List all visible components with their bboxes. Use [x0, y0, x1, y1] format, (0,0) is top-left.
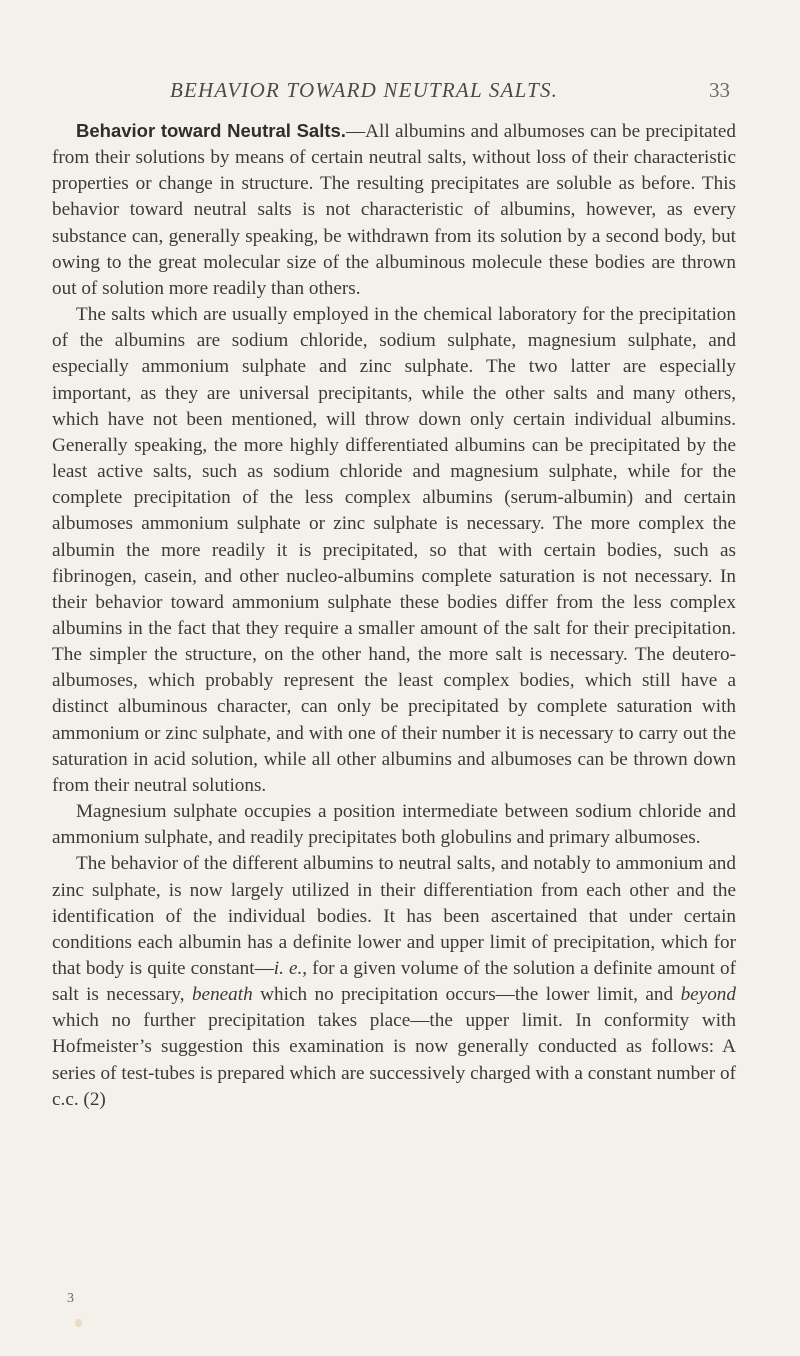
paper-stain — [75, 1319, 82, 1327]
paragraph-4 — [52, 851, 736, 1113]
paragraph-1 — [52, 118, 736, 302]
paragraph-4-mid2: which no precipitation occurs—the lower limit, and — [252, 984, 681, 1006]
paragraph-1-text: —All albumins and albumoses can be precipitated from their solutions by means of certain neutral salts, without loss of their characteristic properties or change in structure. The resulting precipitates are soluble as before. This behavior toward neutral salts is not characteristic of albumins, however, as every substance can, generally speaking, be withdrawn from its solution by a second body, but owing to the great molecular size of the albuminous molecule these bodies are thrown out of solution more readily than others. — [52, 121, 736, 299]
paragraph-3: Magnesium sulphate occupies a position intermediate between sodium chloride and ammonium sulphate, and readily precipitates both globulins and primary albumoses. — [52, 801, 736, 849]
signature-mark: 3 — [67, 1291, 74, 1306]
ie-abbrev: i. e. — [273, 958, 303, 979]
section-heading: Behavior toward Neutral Salts. — [76, 120, 346, 141]
paragraph-2: The salts which are usually employed in the chemical laboratory for the precipitation of the albumins are sodium chloride, sodium sulphate, magnesium sulphate, and especially ammonium sulphate and zinc sulphate. The two latter are especially important, as they are universal precipitants, while the other salts and many others, which have not been mentioned, will throw down only certain individual albumins. Generally speaking, the more highly differentiated albumins can be precipitated by the least active salts, such as sodium chloride and magnesium sulphate, while for the complete precipitation of the less complex albumins (serum-albumin) and certain albumoses ammonium sulphate or zinc sulphate is necessary. The more complex the albumin the more readily it is precipitated, so that with certain bodies, such as fibrinogen, casein, and other nucleo-albumins complete saturation is not necessary. In their behavior toward ammonium sulphate these bodies differ from the less complex albumins in the fact that they require a smaller amount of the salt for their precipitation. The simpler the structure, on the other hand, the more salt is necessary. The deutero-albumoses, which probably represent the least complex bodies, which still have a distinct albuminous character, can only be precipitated by complete saturation with ammonium or zinc sulphate, and with one of their number it is necessary to carry out the saturation in acid solution, while all other albumins and albumoses can be thrown down from their neutral solutions. — [52, 304, 736, 796]
running-title: BEHAVIOR TOWARD NEUTRAL SALTS. — [170, 78, 559, 102]
paragraph-4-start: The behavior of the different albumins to neutral salts, and notably to ammonium and zinc sulphate, is now largely utilized in their differentiation from each other and the identification of the individual bodies. It has been ascertained that under certain conditions each albumin has a definite lower and upper limit of precipitation, which for that body is quite constant— — [52, 853, 736, 979]
running-head — [130, 78, 730, 108]
body-text — [52, 118, 736, 1113]
emphasis-beneath: beneath — [191, 984, 253, 1006]
page-number: 33 — [709, 78, 730, 102]
paragraph-4-mid: , for a given volume of the solution a definite amount of salt is necessary, — [52, 958, 736, 1006]
paragraph-4-end: which no further precipitation takes place—the upper limit. In conformity with Hofmeister’s suggestion this examination is now generally conducted as follows: A series of test-tubes is prepared which are successively charged with a constant number of c.c. (2) — [52, 1010, 736, 1110]
emphasis-beyond: beyond — [680, 984, 736, 1006]
